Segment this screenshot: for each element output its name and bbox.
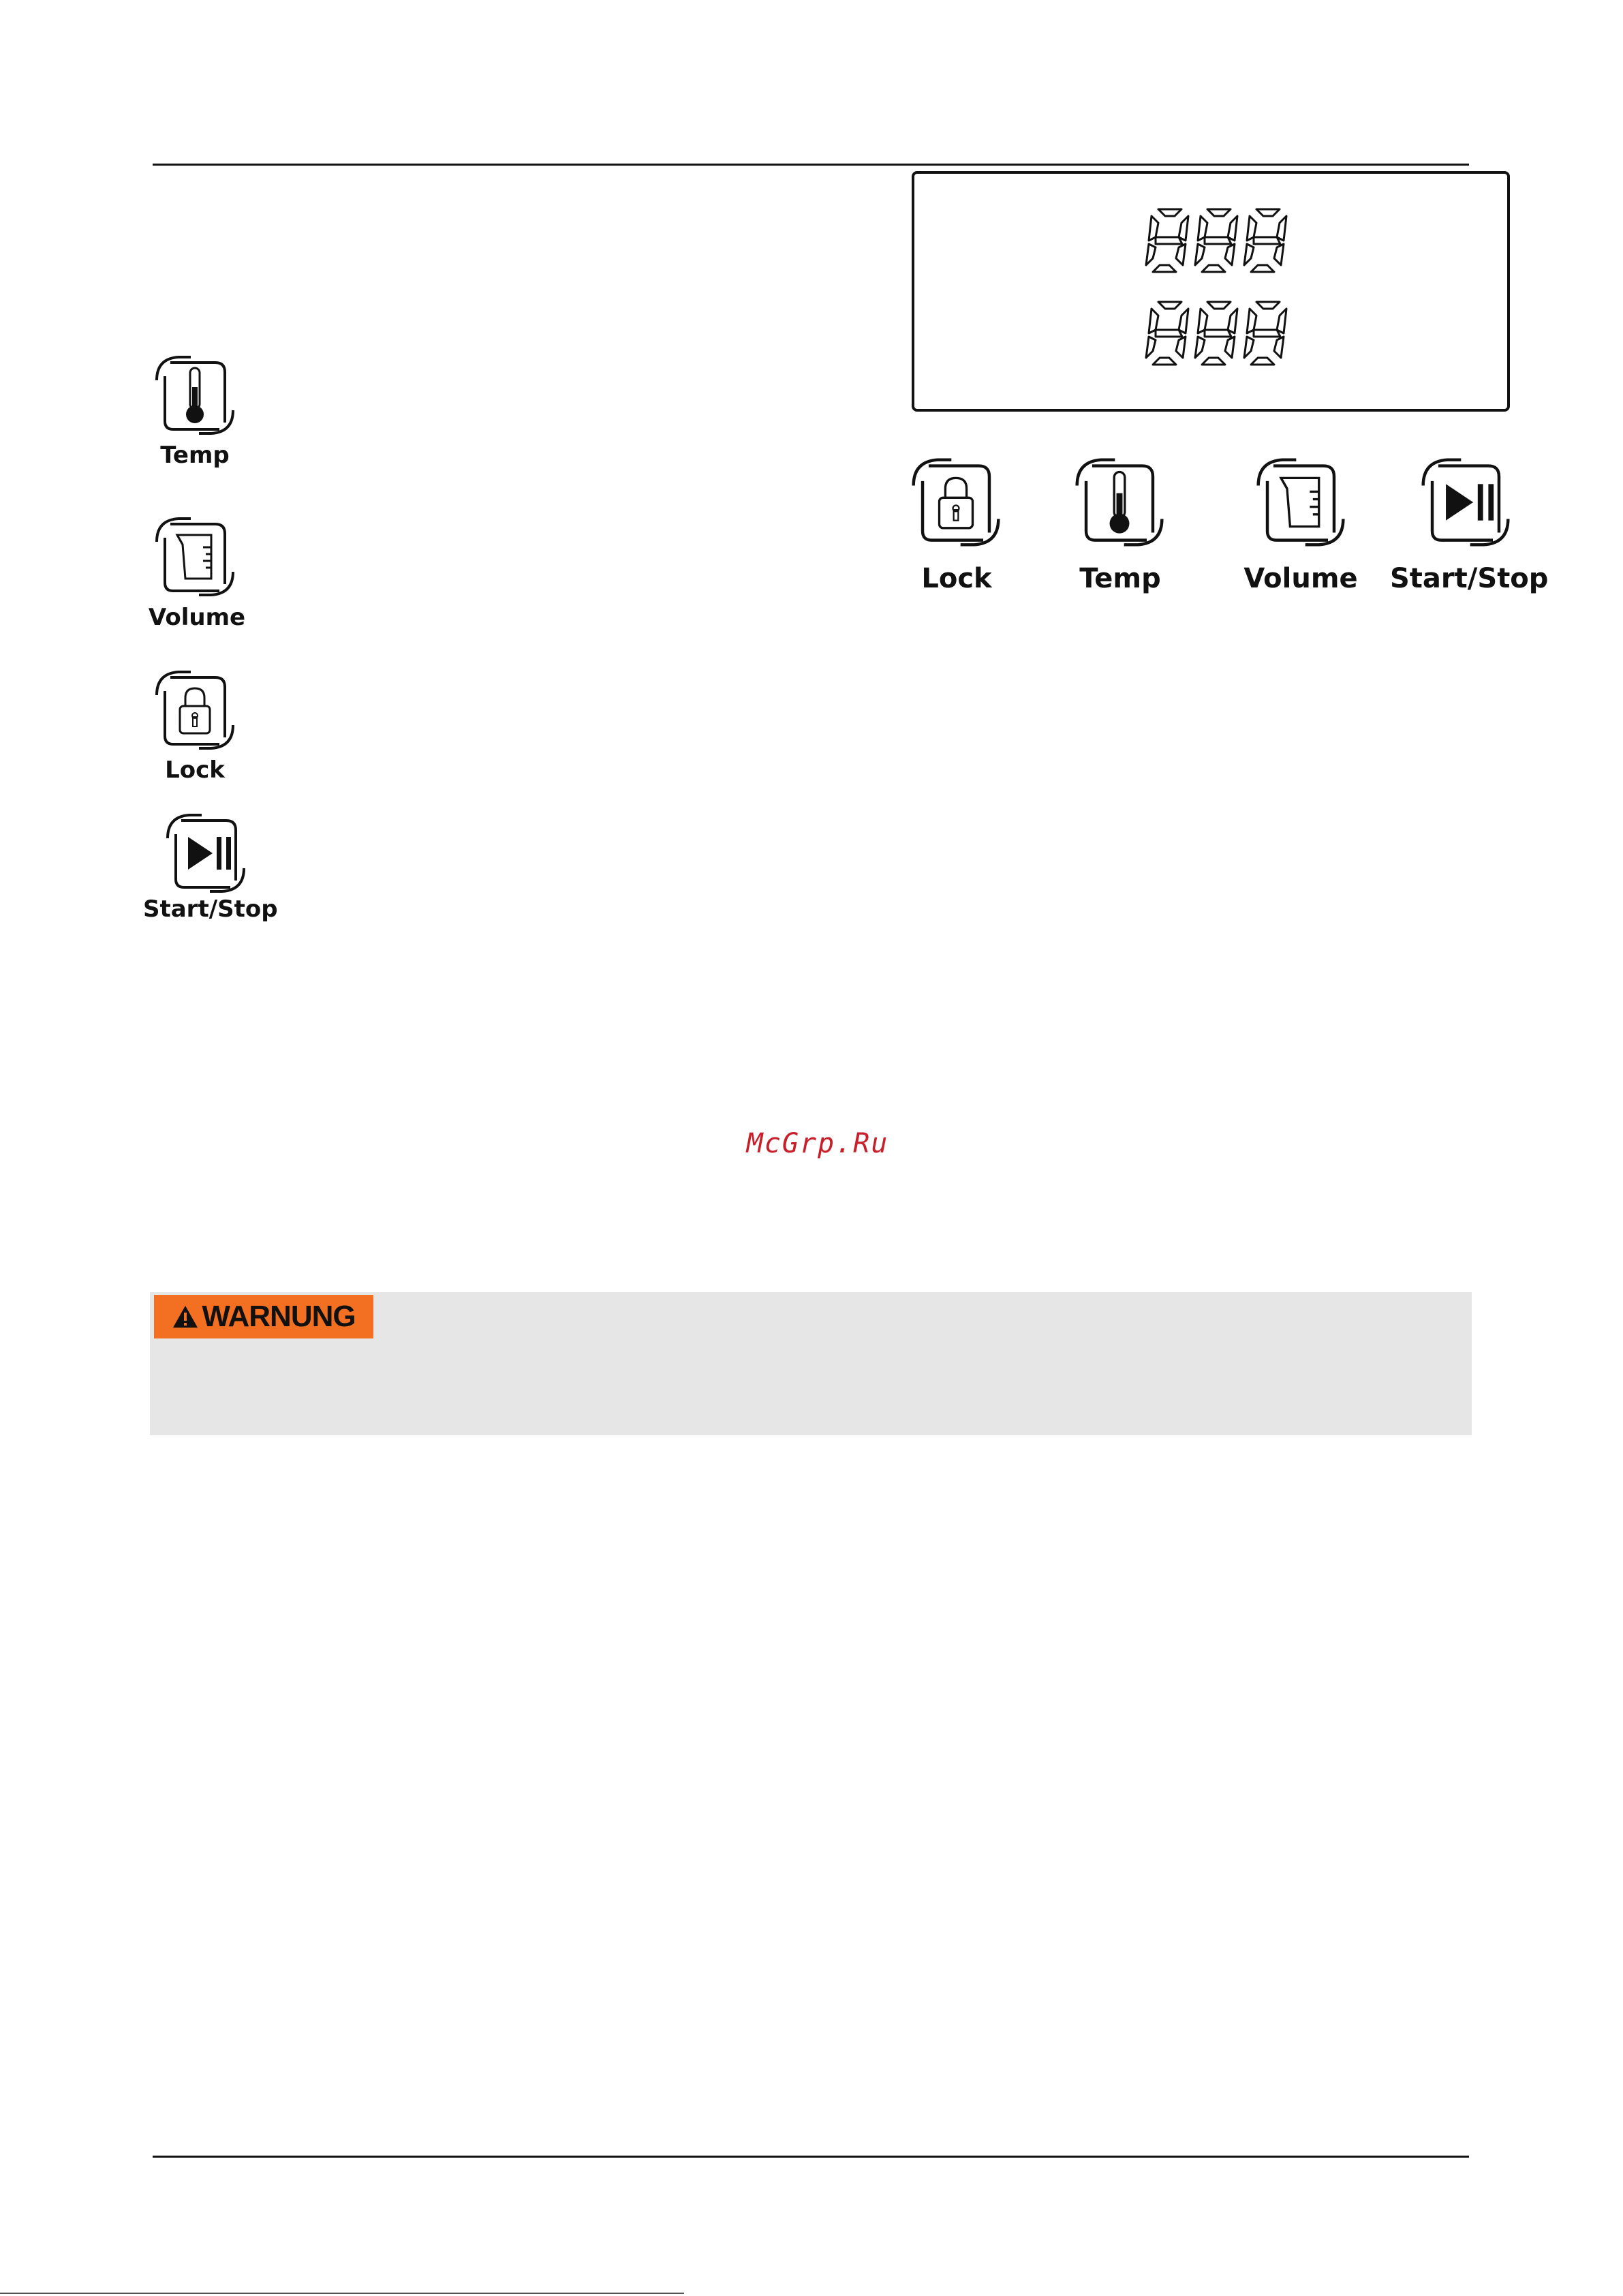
panel-lock-button[interactable] — [909, 455, 1003, 549]
panel-start-stop-label: Start/Stop — [1390, 563, 1549, 594]
display-segment — [1202, 265, 1225, 272]
thermometer-icon — [153, 353, 237, 438]
lcd-display — [912, 171, 1510, 412]
left-volume-button[interactable] — [153, 515, 237, 599]
left-lock-button[interactable] — [153, 668, 237, 752]
display-segment — [1228, 216, 1237, 241]
display-segment — [1256, 302, 1280, 309]
display-segment — [1205, 237, 1231, 244]
display-segment — [1146, 337, 1156, 358]
display-segment — [1225, 244, 1235, 265]
display-segment — [1274, 244, 1284, 265]
display-segment — [1202, 358, 1225, 365]
display-segment — [1176, 337, 1186, 358]
display-segment — [1274, 337, 1284, 358]
left-lock-label: Lock — [165, 756, 225, 784]
display-segment — [1146, 244, 1156, 265]
warning-tag — [154, 1295, 373, 1338]
play-pause-icon — [1419, 455, 1513, 549]
display-segment — [1207, 209, 1231, 216]
warning-box — [150, 1292, 1472, 1435]
measuring-cup-icon — [153, 515, 237, 599]
left-temp-button[interactable] — [153, 353, 237, 438]
panel-volume-label: Volume — [1243, 563, 1358, 594]
display-segment — [1207, 302, 1231, 309]
display-segment — [1153, 358, 1176, 365]
panel-temp-button[interactable] — [1072, 455, 1166, 549]
display-segment — [1179, 309, 1188, 333]
left-volume-label: Volume — [148, 604, 246, 631]
panel-temp-label: Temp — [1079, 563, 1161, 594]
panel-volume-button[interactable] — [1254, 455, 1348, 549]
display-segment — [1256, 209, 1280, 216]
lock-icon — [909, 455, 1003, 549]
lock-icon — [153, 668, 237, 752]
display-segment — [1251, 265, 1274, 272]
display-segment — [1179, 216, 1188, 241]
display-segment — [1225, 337, 1235, 358]
left-start-stop-button[interactable] — [164, 811, 248, 896]
left-temp-label: Temp — [160, 442, 230, 469]
display-segment — [1195, 337, 1205, 358]
play-pause-icon — [164, 811, 248, 896]
display-segment — [1205, 330, 1231, 337]
display-segment — [1277, 309, 1286, 333]
thermometer-icon — [1072, 455, 1166, 549]
display-segment — [1195, 244, 1205, 265]
display-segment — [1244, 337, 1254, 358]
display-segment — [1244, 244, 1254, 265]
bottom-rule — [153, 2156, 1469, 2158]
display-segment — [1176, 244, 1186, 265]
display-segment — [1254, 237, 1280, 244]
footer-rule — [0, 2293, 684, 2294]
seven-segment-readout — [914, 174, 1507, 409]
measuring-cup-icon — [1254, 455, 1348, 549]
display-segment — [1153, 265, 1176, 272]
panel-start-stop-button[interactable] — [1419, 455, 1513, 549]
display-segment — [1254, 330, 1280, 337]
top-rule — [153, 164, 1469, 166]
display-segment — [1156, 330, 1182, 337]
warning-triangle-icon — [172, 1304, 199, 1329]
display-segment — [1277, 216, 1286, 241]
display-segment — [1156, 237, 1182, 244]
left-start-stop-label: Start/Stop — [143, 896, 278, 923]
display-segment — [1228, 309, 1237, 333]
display-segment — [1158, 302, 1181, 309]
warning-label: WARNUNG — [202, 1300, 356, 1333]
watermark: McGrp.Ru — [746, 1128, 889, 1159]
display-segment — [1158, 209, 1181, 216]
display-segment — [1251, 358, 1274, 365]
panel-lock-label: Lock — [921, 563, 992, 594]
